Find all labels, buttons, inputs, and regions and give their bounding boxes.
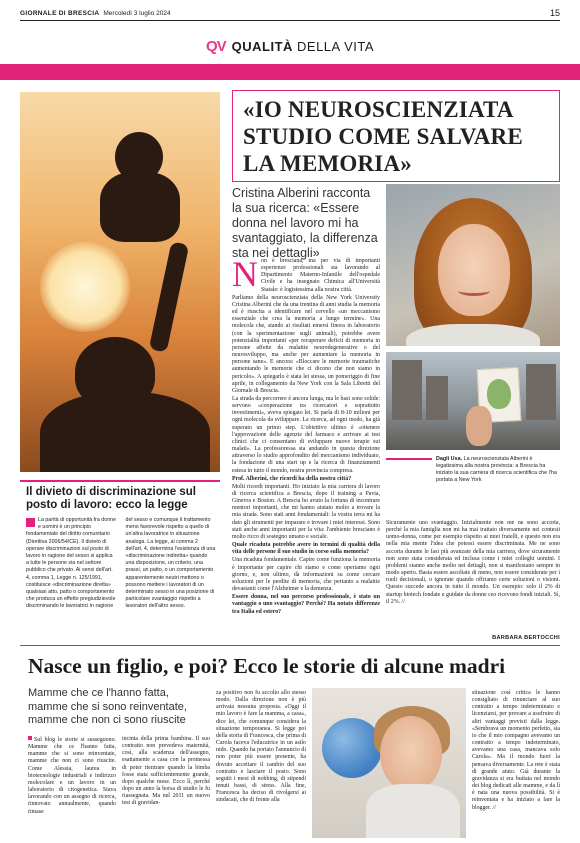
headline-box — [232, 90, 560, 182]
child-body — [366, 784, 460, 838]
mothers-column-3: za positivo non fu accolto allo stesso modo. Dalla direzione non è più arrivata nessuna proposta. «Oggi il mio lavoro è fare la mamma, a casa», dice lei, che comunque considera la situazione temporanea. Si legge poi della storia di Francesca, che prima di Carola faceva l'educatrice in un asilo nido. Quando ha portato l'annuncio di non poter più essere presente, ha dovuto accettare il cambio del suo contratto e lasciare il posto. Sono seguiti i mesi di nobbing, di stipendi tenuti bassi, di stress. Alla fine, Francesca ha deciso di rivolgersi ai sindacati, che di fronte alla — [216, 690, 306, 804]
ball-shape — [322, 718, 382, 778]
caption-mark — [386, 458, 432, 460]
section-separator — [20, 645, 560, 646]
section-band — [0, 64, 580, 80]
building-shape — [392, 360, 422, 420]
article-subhead: Cristina Alberini racconta la sua ricerca: «Essere donna nel lavoro mi ha svantaggiato, la differenza sta nei dettagli» — [232, 186, 378, 260]
portrait-face — [438, 224, 510, 316]
mother-child-photo — [20, 92, 220, 472]
dropcap-letter: N — [232, 254, 258, 294]
arm-silhouette — [149, 241, 189, 352]
sunset-glow — [40, 242, 130, 332]
hand-shape — [466, 406, 492, 446]
section-header — [0, 38, 580, 55]
interview-question: Essere donna, nel suo percorso professionale, è stato un vantaggio o uno svantaggio? Perché? Ha notato differenze tra Italia ed estero? — [232, 594, 380, 615]
mothers-column-1: Sul blog le storie si susseguono. Mamme che ce l'hanno fatta, mamme che si sono reinventate, mamme che non ci sono riuscite. Come Alessia, laurea in biotecnologie industriali e indirizzo molecolare e un lavoro in un laboratorio di citogenetica. Stava lavorando con un assegno di ricerca, rinnovato annualmente, quando rimase — [28, 737, 116, 815]
section-title: QUALITÀ DELLA VITA — [231, 39, 375, 54]
article-paragraph: La strada da percorrere è ancora lunga, ma le basi sono solide: servono «cooperazione tra ricercatori e soprattutto investimenti», aveva spiegato lei. Si parla di 8-10 milioni per ogni molecola da sviluppare. La ricerca, ad ogni modo, ha già superato un primo step. L'obiettivo ultimo è «ottenere l'approvazione delle agenzie del farmaco e arrivare ai test clinici che ci consentano di sviluppare nuove terapie sui malati». La professoressa sta andando in questa direzione attraverso lo studio approfondito del meccanismo individuato, la fondazione di una start up e la ricerca di finanziamenti estesa in tutto il mondo, nostra provincia compresa. — [232, 395, 380, 474]
page-header — [20, 6, 560, 20]
interview-answer: Una ricaduta fondamentale. Capire come funziona la memoria è importante per capire chi siamo e come operiamo ogni giorno, e, non ultimo, dà informazioni su come cercare soluzioni per le perdite di memoria, che pertanto a malattie devastanti come l'Alzheimer e la demenza. — [232, 557, 380, 593]
article-column-2 — [386, 520, 560, 607]
photo-caption: Dagli Usa. La neuroscienziata Alberini è legatissima alla nostra provincia: a Brescia ha iniziato la sua carriera di ricerca scientifica che l'ha portata a New York — [436, 456, 557, 483]
mothers-column-4: situazione così critica le hanno consigliato di rinunciare al suo contratto a tempo indeterminato e licenziarsi, per provare a usufruire di altri vantaggi previsti dalla legge. «Sembrava un momento perfetto, sia io che il mio compagno avevamo un contratto a tempo indeterminato, avevamo una casa, mancava solo Carola». Ma il mondo fuori la pensava diversamente. La rete è stata di grande aiuto. Già durante la gravidanza si era buttata nel mondo dei blog dedicati alle mamme, e da lì è nata una nuova possibilità. Si è reinventata e ha iniziato a fare la blogger. // — [472, 690, 560, 811]
qv-logo-icon: QV — [205, 38, 226, 55]
child-photo — [312, 688, 466, 838]
article-byline: BARBARA BERTOCCHI — [492, 635, 560, 641]
sidebar-text: La parità di opportunità fra donne e uomini è un principio fondamentale del diritto comunitario (Direttiva 2006/54/CE). Il divieto di operare discriminazioni sul posto di lavoro in ragione del sesso si applica a tutte le persone sia nel settore pubblico che privato. Ai sensi dell'art. 4, comma 1, Legge n. 125/1991, costituisce «discriminazione diretta» qualsiasi atto, patto o comportamento che produca un effetto pregiudizievole discriminando le lavoratrici in ragione del sesso e comunque il trattamento meno favorevole rispetto a quello di un'altra lavoratrice in situazione analoga. La legge, al comma 2 dell'art. 4, determina l'esistenza di una «discriminazione indiretta» quando una disposizione, un criterio, una prassi, un patto, o un comportamento apparentemente neutri mettono o possono mettere i lavoratori di un determinato sesso in una posizione di particolare svantaggio rispetto a lavoratori dell'altro sesso. — [26, 517, 216, 610]
article-column-1: Non è bresciana, ma per via di importanti esperienze professionali sta lavorando al Dipartimento Materno-Infantile dell'ospedale Civile e ha insegnato Chimica all'Università Statale: è logistessima alla nostra città. Parliamo della neuroscienziata della New York University Cristina Alberini che da una trentina di anni studia la memoria ed è riuscita a identificare nel cervello «un meccanismo essenziale che crea la memoria a lungo termine». Una molecola che, stando ai risultati emersi finora in laboratorio (con la sperimentazione sugli animali), potrebbe avere potenzialità importanti «per recuperare deficit di memoria in persone affette da malattie neurodegenerative o del neurosviluppo, ma anche per aumentare la memoria in persone sane». E ancora: «Bloccare le memorie traumatiche aumentando le memorie che ci dicono che non siamo in pericolo». A spiegarlo è stata lei stessa, un pomeriggio di fine aprile, in collegamento da New York con la Sala Libretti del Giornale di Brescia. La strada da percorrere è ancora lunga, ma le basi sono solide: servono «cooperazione tra ricercatori e soprattutto investimenti», aveva spiegato lei. Si parla di 8-10 milioni per ogni molecola da sviluppare. La ricerca, ad ogni modo, ha già superato un primo step. L'obiettivo ultimo è «ottenere l'approvazione delle agenzie del farmaco e arrivare ai test clinici che ci consentano di sviluppare nuove terapie sui malati». La professoressa sta andando in questa direzione attraverso lo studio approfondito del meccanismo individuato, la fondazione di una start up e la ricerca di finanziamenti estesa in tutto il mondo, nostra provincia compresa. Prof. Alberini, che ricordi ha della nostra città? Molti ricordi importanti. Ho iniziato la mia carriera di lavoro di ricerca scientifica a Brescia, dopo il training a Pavia, Ginevra e Boston. A Brescia ho avuto la fortuna di incontrare mentori importanti, che mi hanno aiutato molto a trovare la mia strada. Sono stati anni fondamentali: la vostra terra mi ha dato gli strumenti per imparare e trovare i miei interessi. Sono stati anche anni importanti per la vita: l'ambiente bresciano è molto ricco di sostegno umano e sociale. Quale ricaduta potrebbe avere in termini di qualità della vita delle persone il suo studio in corso sulla memoria? Una ricaduta fondamentale. Capire come funziona la memoria è importante per capire chi siamo e come operiamo ogni giorno, e, non ultimo, dà informazioni su come cercare soluzioni per le perdite di memoria, che pertanto a malattie devastanti come l'Alzheimer e la demenza. Essere donna, nel suo percorso professionale, è stato un vantaggio o uno svantaggio? Perché? Ha notato differenze tra Italia ed estero? — [232, 254, 380, 615]
building-shape — [426, 376, 448, 420]
alberini-portrait-photo — [386, 184, 560, 346]
mothers-subhead: Mamme che ce l'hanno fatta, mamme che si sono reinventate, mamme che non ci sono riuscite — [28, 687, 187, 726]
portrait-smile — [458, 286, 490, 296]
sidebar-title: Il divieto di discriminazione sul posto di lavoro: ecco la legge — [26, 486, 196, 511]
mothers-headline: Nasce un figlio, e poi? Ecco le storie di alcune madri — [28, 654, 506, 678]
memory-scene-photo — [386, 352, 560, 450]
interview-answer: Molti ricordi importanti. Ho iniziato la mia carriera di lavoro di ricerca scientifica a Brescia, dopo il training a Pavia, Ginevra e Boston. A Brescia ho avuto la fortuna di incontrare mentori importanti, che mi hanno aiutato molto a trovare la mia strada. Sono stati anni fondamentali: la vostra terra mi ha dato gli strumenti per imparare e trovare i miei interessi. Sono stati anche anni importanti per la vita: l'ambiente bresciano è molto ricco di sostegno umano e sociale. — [232, 483, 380, 540]
article-headline: «IO NEUROSCIENZIATA STUDIO COME SALVARE LA MEMORIA» — [243, 96, 523, 176]
article-paragraph: Parliamo della neuroscienziata della New York University Cristina Alberini che da una trentina di anni studia la memoria ed è riuscita a identificare nel cervello «un meccanismo essenziale che crea la memoria a lungo termine». Una molecola che, stando ai risultati emersi finora in laboratorio (con la sperimentazione sugli animali), potrebbe avere potenzialità importanti «per recuperare deficit di memoria in persone affette da malattie neurodegenerative o del neurosviluppo, ma anche per aumentare la memoria in persone sane». E ancora: «Bloccare le memorie traumatiche aumentando le memorie che ci dicono che non siamo in pericolo». A spiegarlo è stata lei stessa, un pomeriggio di fine aprile, in collegamento da New York con la Sala Libretti del Giornale di Brescia. — [232, 294, 380, 394]
pink-square-icon — [28, 736, 32, 740]
issue-date: Mercoledì 3 luglio 2024 — [103, 9, 171, 17]
mother-body-silhouette — [40, 392, 210, 472]
pink-square-icon — [26, 518, 35, 527]
building-shape — [526, 364, 556, 420]
interview-answer: Sicuramente uno svantaggio. Inizialmente non me ne sono accorta, perché la mia famiglia non mi ha mai trattato diversamente nei contesti uomo-donna, come per esempio rispetto ai miei fratelli, e questo non era nella mia mente l'idea che potessi essere discriminata. Me ne sono accorta durante le fasi più avanzate della mia carriera, dove sicuramente non sono stata considerata ed inclusa come i miei colleghi uomini. I problemi stanno anche molto nei dettagli, non si manifestano sempre in modo aperto. Basta essere ascoltate di meno, non essere considerate per i ruoli decisionali, o ignorate quando offriamo certe soluzioni o visioni. Questo succede ancora in tutto il mondo. Un esempio: solo il 2% di startup biotech fondate e guidate da donne ceo ricevono fondi iniziali. Sì, il 2%. // — [386, 520, 560, 605]
portrait-shirt — [406, 324, 540, 346]
child-face — [380, 716, 442, 792]
interview-question: Quale ricaduta potrebbe avere in termini di qualità della vita delle persone il suo studio in corso sulla memoria? — [232, 542, 380, 556]
baby-body-silhouette — [100, 172, 180, 242]
page-number: 15 — [549, 8, 560, 18]
interview-question: Prof. Alberini, che ricordi ha della nostra città? — [232, 475, 352, 482]
newspaper-name: GIORNALE DI BRESCIA — [20, 9, 100, 17]
mothers-column-2: incinta della prima bambina. Il suo contratto non prevedeva maternità, così, alla scadenza dell'assegno, esattamente a casa con la promessa di poter rientrare quando la bimba fosse stata sufficientemente grande, dopo qualche mese. Ecco lì, perché dopo un anno la borsa di studio le fu riassegnata. Ma nel 2011 un nuovo test di gravidan- — [122, 736, 210, 807]
header-rule — [20, 20, 560, 21]
